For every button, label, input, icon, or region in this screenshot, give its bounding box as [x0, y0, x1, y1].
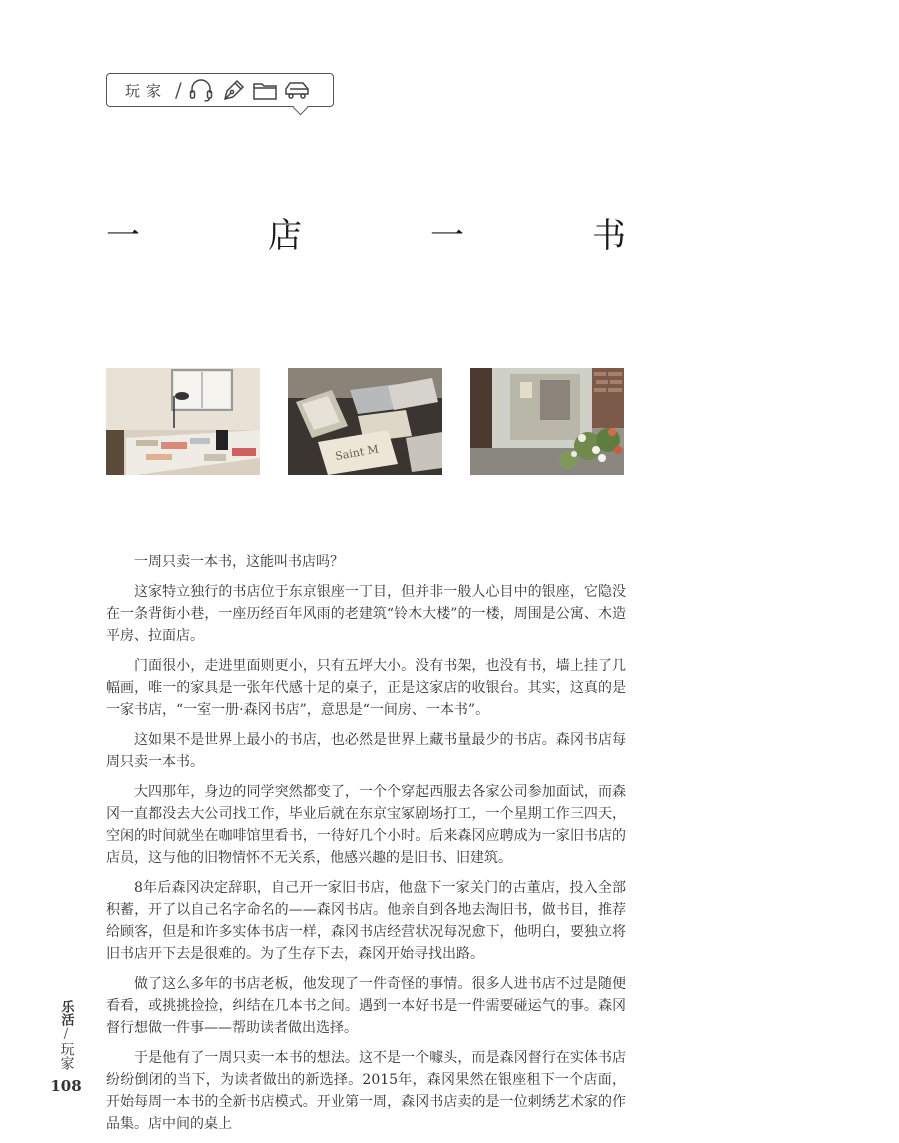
article-paragraph: 于是他有了一周只卖一本书的想法。这不是一个噱头，而是森冈督行在实体书店纷纷倒闭的当下，为读者做出的新选择。2015年，森冈果然在银座租下一个店面，开始每周一本书的全新书店模式。开业第一周，森冈书店卖的是一位刺绣艺术家的作品集。店中间的桌上	[106, 1050, 626, 1132]
shop-entrance-photo	[470, 368, 624, 475]
section-name-text: 玩家	[58, 1042, 75, 1070]
magazine-logo: 乐活	[58, 1000, 74, 1026]
article-paragraph: 这如果不是世界上最小的书店，也必然是世界上藏书量最少的书店。森冈书店每周只卖一本书。	[106, 732, 626, 770]
footer-divider: /	[63, 1026, 69, 1042]
article-paragraph: 做了这么多年的书店老板，他发现了一件奇怪的事情。很多人进书店不过是随便看看，或挑挑捡捡，纠结在几本书之间。遇到一本好书是一件需要碰运气的事。森冈督行想做一件事——帮助读者做出选择。	[106, 976, 626, 1036]
article-paragraph: 一周只卖一本书，这能叫书店吗？	[134, 554, 344, 570]
title-char: 一	[106, 216, 140, 256]
column-tag	[106, 73, 334, 107]
title-char: 店	[268, 216, 302, 256]
pen-icon	[220, 78, 246, 102]
article-paragraph: 8年后森冈决定辞职，自己开一家旧书店，他盘下一家关门的古董店，投入全部积蓄，开了以自己名字命名的——森冈书店。他亲自到各地去淘旧书，做书目，推荐给顾客，但是和许多实体书店一样，森冈书店经营状况每况愈下，他明白，要独立将旧书店开下去是很难的。为了生存下去，森冈开始寻找出路。	[106, 880, 626, 962]
books-on-table-photo	[288, 368, 442, 475]
headphones-icon	[188, 78, 214, 102]
article-title	[106, 208, 626, 257]
article-paragraph: 大四那年，身边的同学突然都变了，一个个穿起西服去各家公司参加面试，而森冈一直都没去大公司找工作，毕业后就在东京宝冢剧场打工，一个星期工作三四天，空闲的时间就坐在咖啡馆里看书，一待好几个小时。后来森冈应聘成为一家旧书店的店员，这与他的旧物情怀不无关系，他感兴趣的是旧书、旧建筑。	[106, 784, 626, 866]
column-divider: /	[175, 78, 182, 102]
article-paragraph: 这家特立独行的书店位于东京银座一丁目，但并非一般人心目中的银座，它隐没在一条背街小巷，一座历经百年风雨的老建筑“铃木大楼”的一楼，周围是公寓、木造平房、拉面店。	[106, 584, 626, 644]
section-name	[48, 1042, 84, 1074]
article-paragraph: 门面很小，走进里面则更小，只有五坪大小。没有书架，也没有书，墙上挂了几幅画，唯一的家具是一张年代感十足的桌子，正是这家店的收银台。其实，这真的是一家书店，“一室一册·森冈书店”，意思是“一间房、一本书”。	[106, 658, 626, 718]
title-char: 一	[430, 216, 464, 256]
article-body	[106, 551, 626, 1143]
bookshop-desk-photo	[106, 368, 260, 475]
title-char: 书	[592, 216, 626, 256]
car-icon	[284, 78, 310, 102]
page-number: 108	[50, 1077, 82, 1095]
folder-icon	[252, 78, 278, 102]
page-footer	[48, 1000, 84, 1095]
svg-text:Saint M: Saint M	[334, 442, 380, 463]
column-label: 玩家	[125, 81, 168, 100]
